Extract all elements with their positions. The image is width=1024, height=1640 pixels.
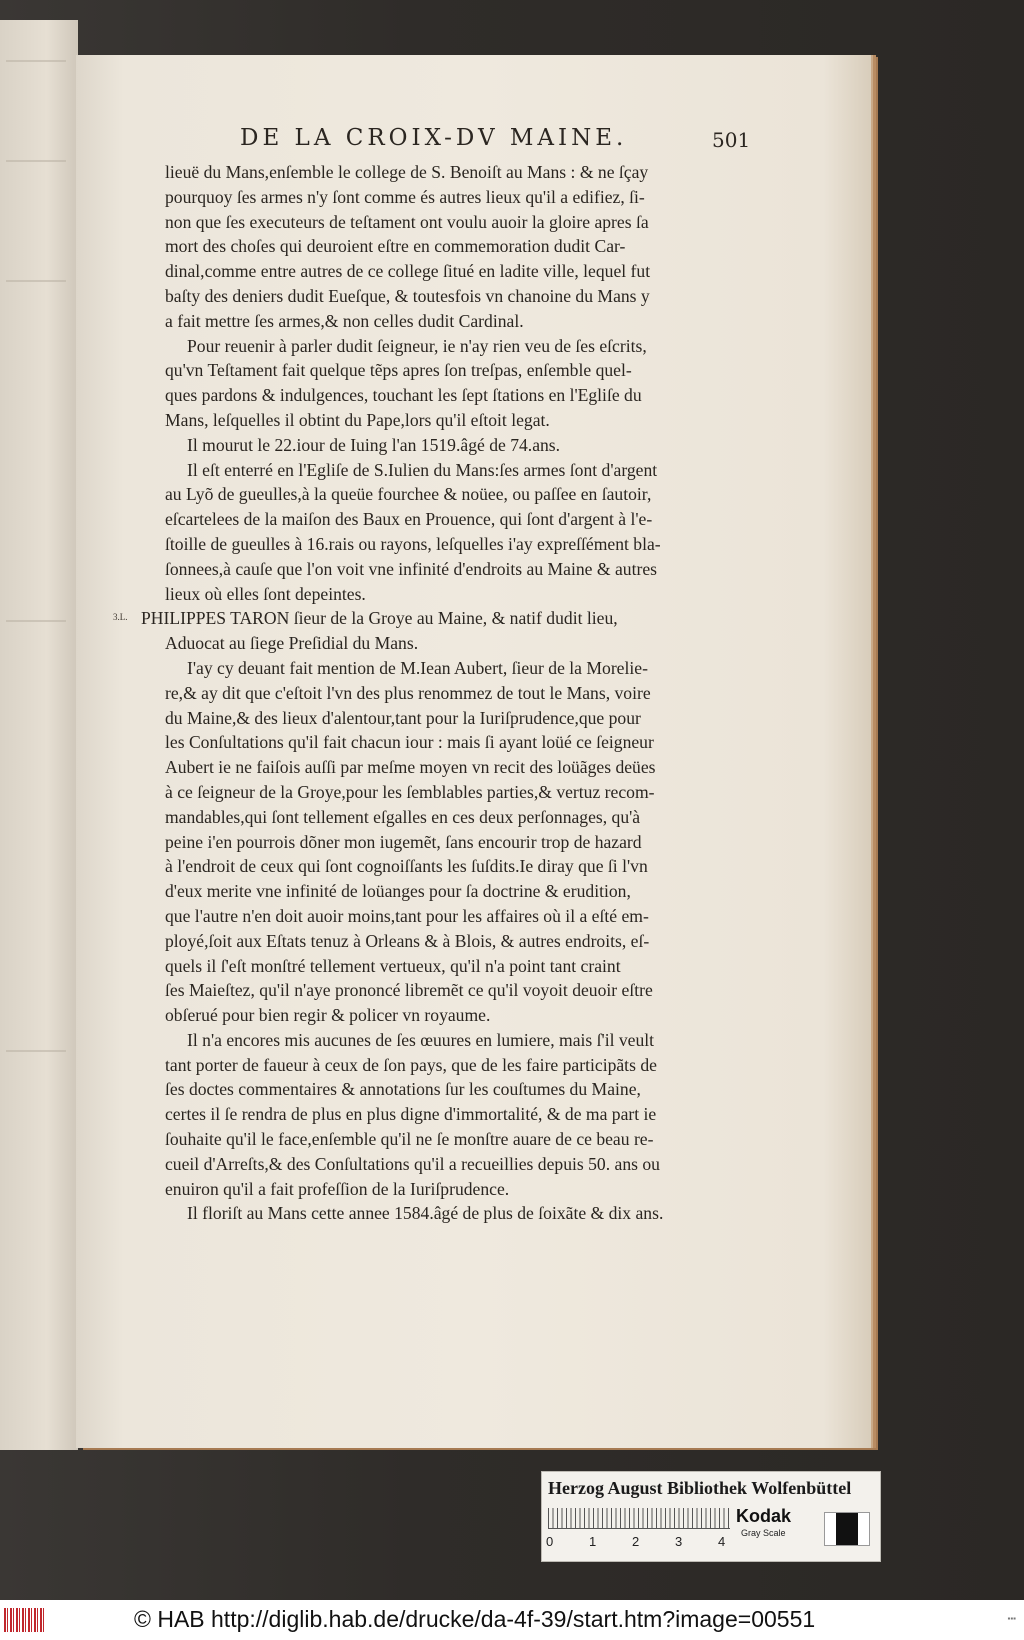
text-line: mandables,qui ſont tellement eſgalles en ces deux perſonnages, qu'à <box>165 806 641 827</box>
facing-page-bleed <box>6 620 66 622</box>
text-line: a fait mettre ſes armes,& non celles dudit Cardinal. <box>165 310 524 331</box>
facing-page-bleed <box>6 160 66 162</box>
gray-swatch <box>824 1512 870 1546</box>
text-line: Mans, leſquelles il obtint du Pape,lors qu'il eſtoit legat. <box>165 409 550 430</box>
text-line: dinal,comme entre autres de ce college ſitué en ladite ville, lequel fut <box>165 261 651 282</box>
text-line: cueil d'Arreſts,& des Conſultations qu'il a recueillies depuis 50. ans ou <box>165 1153 660 1174</box>
kodak-brand: Kodak <box>736 1506 792 1526</box>
text-line: Il floriſt au Mans cette annee 1584.âgé de plus de ſoixãte & dix ans. <box>187 1203 664 1224</box>
text-line: d'eux merite vne infinité de loüanges pour ſa doctrine & erudition, <box>165 881 631 902</box>
facing-page-bleed <box>6 60 66 62</box>
text-line: baſty des deniers dudit Eueſque, & toutesfois vn chanoine du Mans y <box>165 285 650 306</box>
ruler-number: 2 <box>632 1534 640 1549</box>
running-head: DE LA CROIX-DV MAINE. <box>240 125 628 151</box>
footer-bar <box>0 1600 1024 1640</box>
ruler-number: 4 <box>718 1534 726 1549</box>
text-line: ſouhaite qu'il le face,enſemble qu'il ne ſe monſtre auare de ce beau re- <box>165 1129 654 1150</box>
text-line: Il mourut le 22.iour de Iuing l'an 1519.âgé de 74.ans. <box>187 434 561 455</box>
text-line: non que ſes executeurs de teſtament ont voulu auoir la gloire apres ſa <box>165 211 649 232</box>
text-line: obſerué pour bien regir & policer vn royaume. <box>165 1005 491 1026</box>
text-line: que l'autre n'en doit auoir moins,tant pour les affaires où il a eſté em- <box>165 905 649 926</box>
text-line: lieux où elles ſont depeintes. <box>165 583 366 604</box>
margin-entry-number: 3.L. <box>113 612 128 622</box>
text-line: au Lyõ de gueulles,à la queüe fourchee & noüee, ou paſſee en ſautoir, <box>165 484 652 505</box>
facing-page-edge <box>0 20 78 1450</box>
facing-page-bleed <box>6 1050 66 1052</box>
text-line: à l'endroit de ceux qui ſont cognoiſſants les ſuſdits.Ie diray que ſi l'vn <box>165 856 648 877</box>
text-line: enuiron qu'il a fait profeſſion de la Iuriſprudence. <box>165 1178 510 1199</box>
gray-scale-label: Gray Scale <box>741 1528 786 1538</box>
folio-number: 501 <box>712 128 751 152</box>
text-line: quels il ſ'eſt monſtré tellement vertueux, qu'il n'a point tant craint <box>165 955 621 976</box>
text-line: Pour reuenir à parler dudit ſeigneur, ie n'ay rien veu de ſes eſcrits, <box>187 335 647 356</box>
text-line: lieuë du Mans,enſemble le college de S. Benoiſt au Mans : & ne ſçay <box>165 162 649 182</box>
ruler-number: 0 <box>546 1534 554 1549</box>
scale-ruler <box>548 1508 730 1529</box>
text-line: ſes Maieſtez, qu'il n'aye prononcé libremẽt ce qu'il voyoit deuoir eſtre <box>165 980 653 1001</box>
library-name: Herzog August Bibliothek Wolfenbüttel <box>548 1478 852 1498</box>
text-line: tant porter de faueur à ceux de ſon pays, que de les faire participãts de <box>165 1054 657 1075</box>
facing-page-bleed <box>6 280 66 282</box>
text-line: Aubert ie ne faiſois auſſi par meſme moyen vn recit des loüãges deües <box>165 757 656 778</box>
text-line: peine i'en pourrois dõner mon iugemẽt, ſans encourir trop de hazard <box>165 831 642 852</box>
text-line: I'ay cy deuant fait mention de M.Iean Aubert, ſieur de la Morelie- <box>187 657 648 678</box>
library-color-card <box>541 1471 881 1562</box>
text-line: Aduocat au ſiege Preſidial du Mans. <box>165 633 419 654</box>
footer-copyright-link[interactable]: © HAB http://diglib.hab.de/drucke/da-4f-39/start.htm?image=00551 <box>134 1606 816 1632</box>
footer-mark: ▪▪▪ <box>1007 1614 1016 1623</box>
text-line: ques pardons & indulgences, touchant les ſept ſtations en l'Egliſe du <box>165 385 642 406</box>
text-line: Il eſt enterré en l'Egliſe de S.Iulien du Mans:ſes armes ſont d'argent <box>187 459 658 480</box>
hab-logo-icon <box>4 1608 44 1632</box>
text-line: les Conſultations qu'il fait chacun iour : mais ſi ayant loüé ce ſeigneur <box>165 732 654 753</box>
text-line: PHILIPPES TARON ſieur de la Groye au Maine, & natif dudit lieu, <box>141 608 618 629</box>
text-line: certes il ſe rendra de plus en plus digne d'immortalité, & de ma part ie <box>165 1104 657 1125</box>
text-line: mort des choſes qui deuroient eſtre en commemoration dudit Car- <box>165 236 626 257</box>
ruler-number: 1 <box>589 1534 597 1549</box>
ruler-number: 3 <box>675 1534 683 1549</box>
text-line: pourquoy ſes armes n'y ſont comme és autres lieux qu'il a edifiez, ſi- <box>165 186 645 207</box>
text-line: Il n'a encores mis aucunes de ſes œuures en lumiere, mais ſ'il veult <box>187 1029 655 1050</box>
text-line: eſcartelees de la maiſon des Baux en Prouence, qui ſont d'argent à l'e- <box>165 509 653 530</box>
text-line: ſonnees,à cauſe que l'on voit vne infinité d'endroits au Maine & autres <box>165 558 657 579</box>
text-line: du Maine,& des lieux d'alentour,tant pour la Iuriſprudence,que pour <box>165 707 641 728</box>
page-text-block <box>141 160 745 1226</box>
text-line: re,& ay dit que c'eſtoit l'vn des plus renommez de tout le Mans, voire <box>165 682 651 703</box>
text-line: qu'vn Teſtament fait quelque tẽps apres ſon treſpas, enſemble quel- <box>165 360 632 381</box>
text-line: à ce ſeigneur de la Groye,pour les ſemblables parties,& vertuz recom- <box>165 781 655 802</box>
text-line: ſes doctes commentaires & annotations ſur les couſtumes du Maine, <box>165 1079 641 1100</box>
text-line: ployé,ſoit aux Eſtats tenuz à Orleans & à Blois, & autres endroits, eſ- <box>165 930 650 951</box>
text-line: ſtoille de gueulles à 16.rais ou rayons, leſquelles i'ay expreſſément bla- <box>165 533 661 554</box>
